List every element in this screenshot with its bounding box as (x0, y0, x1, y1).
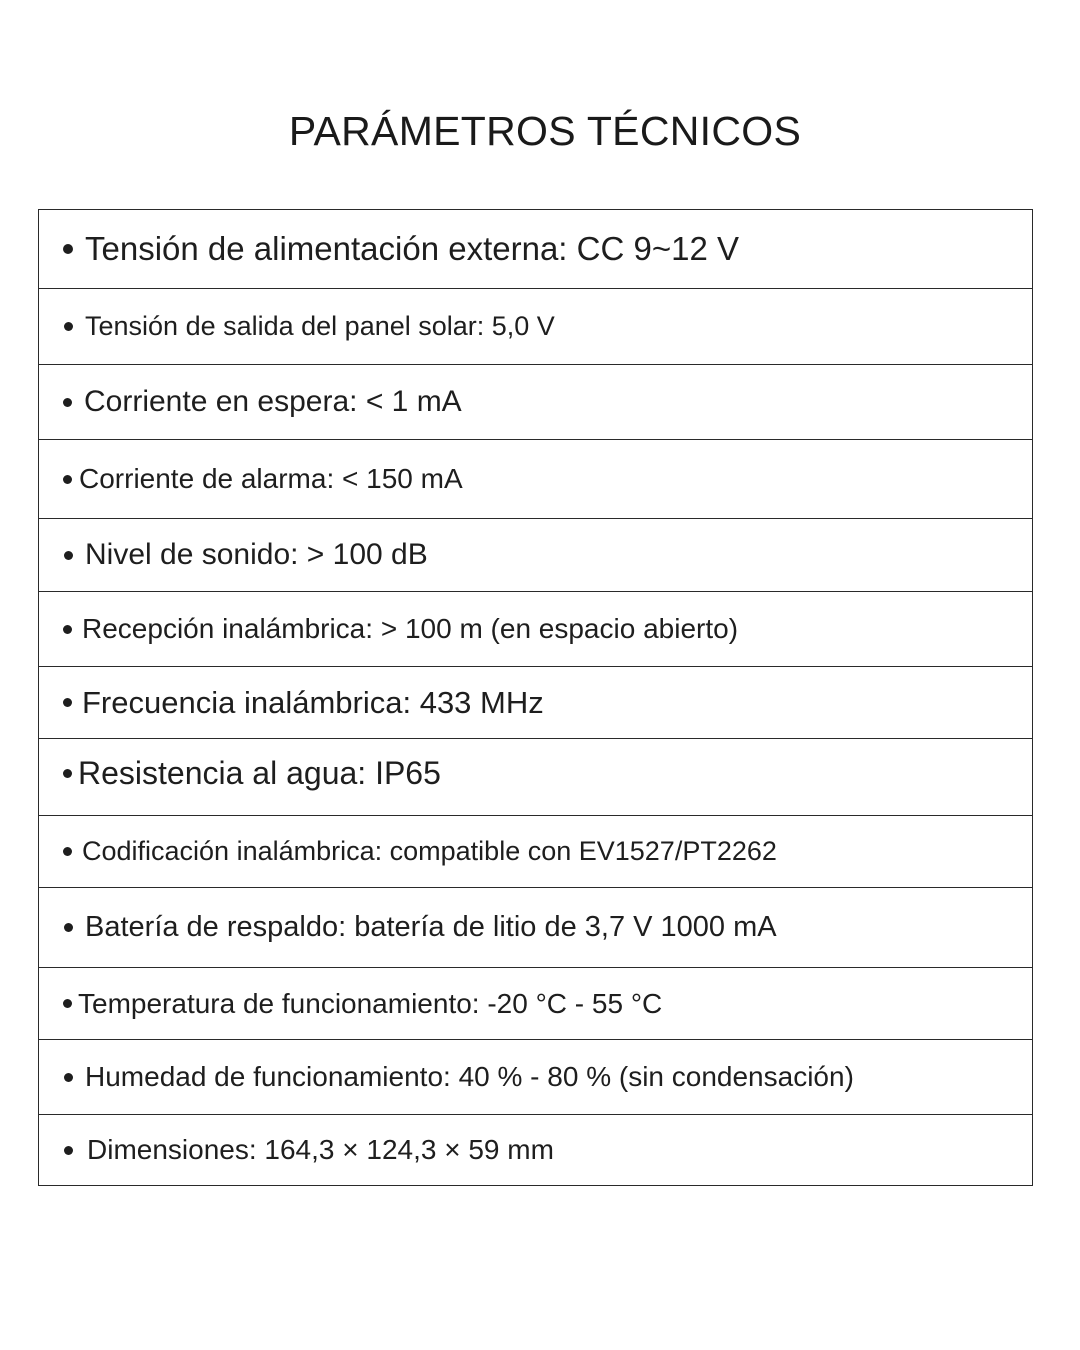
spec-text: Nivel de sonido: > 100 dB (85, 538, 428, 571)
bullet-icon (63, 999, 72, 1008)
spec-text: Codificación inalámbrica: compatible con EV1527/PT2262 (82, 836, 777, 866)
bullet-icon (64, 551, 73, 560)
bullet-icon (63, 698, 72, 707)
spec-text: Tensión de alimentación externa: CC 9~12 V (85, 230, 739, 267)
bullet-icon (64, 1073, 73, 1082)
spec-text: Dimensiones: 164,3 × 124,3 × 59 mm (87, 1134, 554, 1165)
spec-row-backup-battery (39, 887, 1032, 967)
spec-row-operating-humidity (39, 1039, 1032, 1114)
bullet-icon (63, 625, 72, 634)
spec-text: Recepción inalámbrica: > 100 m (en espacio abierto) (82, 613, 739, 644)
bullet-icon (64, 1146, 73, 1155)
spec-text: Humedad de funcionamiento: 40 % - 80 % (sin condensación) (85, 1061, 854, 1092)
page-title: PARÁMETROS TÉCNICOS (288, 108, 802, 154)
spec-row-standby-current (39, 364, 1032, 439)
spec-text: Temperatura de funcionamiento: -20 °C - 55 °C (78, 987, 663, 1019)
bullet-icon (63, 244, 73, 254)
spec-table (38, 209, 1033, 1186)
bullet-icon (63, 398, 72, 407)
spec-row-wireless-reception (39, 591, 1032, 666)
spec-row-wireless-frequency (39, 666, 1032, 738)
spec-row-alarm-current (39, 439, 1032, 518)
spec-text: Batería de respaldo: batería de litio de 3,7 V 1000 mA (85, 911, 777, 943)
spec-text: Resistencia al agua: IP65 (78, 754, 441, 791)
bullet-icon (63, 475, 72, 484)
bullet-icon (64, 322, 73, 331)
spec-row-water-resistance (39, 738, 1032, 815)
spec-row-wireless-coding (39, 815, 1032, 887)
spec-row-solar-panel-voltage (39, 288, 1032, 364)
spec-text: Corriente en espera: < 1 mA (84, 385, 462, 418)
spec-row-dimensions (39, 1114, 1032, 1185)
bullet-icon (64, 923, 73, 932)
spec-text: Tensión de salida del panel solar: 5,0 V (85, 311, 555, 341)
bullet-icon (63, 769, 72, 778)
spec-text: Corriente de alarma: < 150 mA (79, 463, 463, 494)
spec-row-external-voltage (39, 210, 1032, 288)
spec-text: Frecuencia inalámbrica: 433 MHz (82, 684, 544, 720)
spec-row-sound-level (39, 518, 1032, 591)
bullet-icon (63, 847, 72, 856)
spec-row-operating-temperature (39, 967, 1032, 1039)
